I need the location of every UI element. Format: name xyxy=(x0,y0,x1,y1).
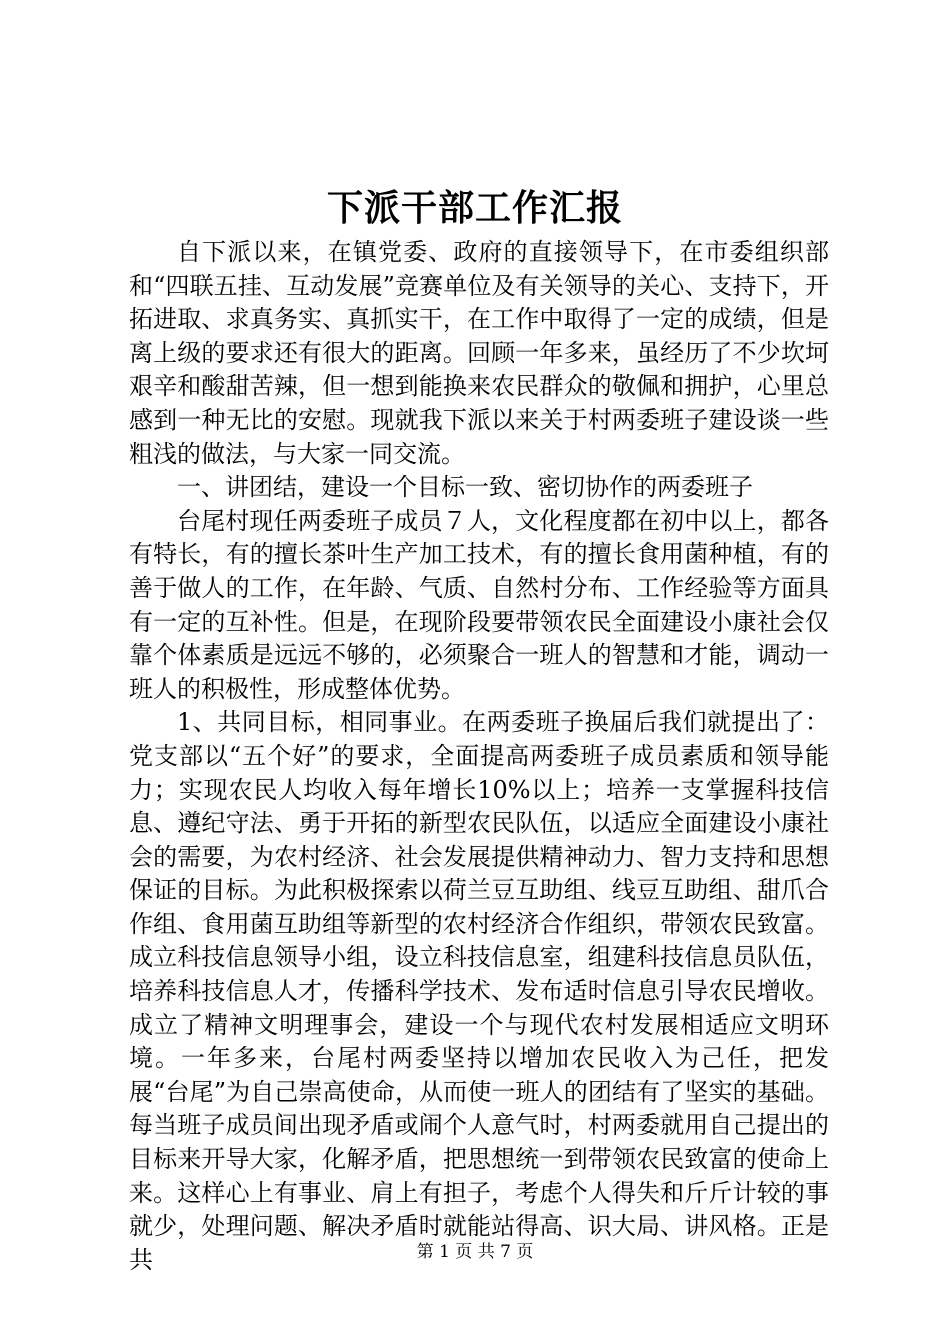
paragraph-intro: 自下派以来，在镇党委、政府的直接领导下，在市委组织部和“四联五挂、互动发展”竞赛单位及有关领导的关心、支持下，开拓进取、求真务实、真抓实干，在工作中取得了一定的成绩，但是离上级的要求还有很大的距离。回顾一年多来，虽经历了不少坎坷艰辛和酸甜苦辣，但一想到能换来农民群众的敬佩和拥护，心里总感到一种无比的安慰。现就我下派以来关于村两委班子建设谈一些粗浅的做法，与大家一同交流。 xyxy=(129,238,829,468)
page-number-footer: 第 1 页 共 7 页 xyxy=(416,1242,534,1262)
document-body xyxy=(129,236,829,1277)
paragraph-team-overview: 台尾村现任两委班子成员７人，文化程度都在初中以上，都各有特长，有的擅长茶叶生产加工技术，有的擅长食用菌种植，有的善于做人的工作，在年龄、气质、自然村分布、工作经验等方面具有一定的互补性。但是，在现阶段要带领农民全面建设小康社会仅靠个体素质是远远不够的，必须聚合一班人的智慧和才能，调动一班人的积极性，形成整体优势。 xyxy=(129,506,829,703)
section-heading-1: 一、讲团结，建设一个目标一致、密切协作的两委班子 xyxy=(177,473,753,502)
document-title: 下派干部工作汇报 xyxy=(326,187,623,229)
paragraph-common-goal: 1、共同目标，相同事业。在两委班子换届后我们就提出了：党支部以“五个好”的要求，全面提高两委班子成员素质和领导能力；实现农民人均收入每年增长10%以上；培养一支掌握科技信息、遵纪守法、勇于开拓的新型农民队伍，以适应全面建设小康社会的需要，为农村经济、社会发展提供精神动力、智力支持和思想保证的目标。为此积极探索以荷兰豆互助组、线豆互助组、甜爪合作组、食用菌互助组等新型的农村经济合作组织，带领农民致富。成立科技信息领导小组，设立科技信息室，组建科技信息员队伍，培养科技信息人才，传播科学技术、发布适时信息引导农民增收。成立了精神文明理事会，建设一个与现代农村发展相适应文明环境。一年多来，台尾村两委坚持以增加农民收入为己任，把发展“台尾”为自己崇高使命，从而使一班人的团结有了坚实的基础。每当班子成员间出现矛盾或闹个人意气时，村两委就用自己提出的目标来开导大家，化解矛盾，把思想统一到带领农民致富的使命上来。这样心上有事业、肩上有担子，考虑个人得失和斤斤计较的事就少，处理问题、解决矛盾时就能站得高、识大局、讲风格。正是共 xyxy=(129,708,829,1274)
